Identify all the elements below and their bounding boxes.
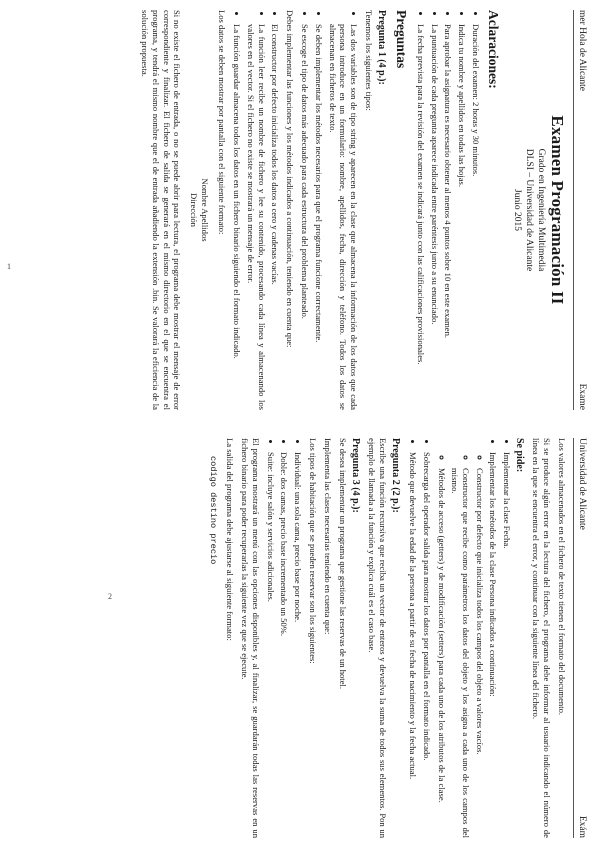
page-number: 1 <box>7 262 11 271</box>
exam-date: Junio 2015 <box>512 189 522 231</box>
question-1-item: • Las dos variables son de tipo string y aparecen en la clase que almacena la información de los datos que cada persona introduce en un formulario: nombre, apellidos, fecha, dirección y teléfono. Todos los datos se almacenan en ficheros de texto. <box>327 24 359 410</box>
question-1-subitem: • La función guardar almacena todos los datos en un fichero binario siguiendo el formato indicado. <box>231 24 242 410</box>
question-3-title: Pregunta 2 (2 p.): <box>390 438 402 513</box>
question-4-closing: La salida del programa debe ajustarse al siguiente formato: <box>225 438 236 641</box>
question-2-intro: Los valores almacenados en el fichero de texto tienen el formato del documento. <box>557 438 567 716</box>
exam-page-2 <box>0 424 600 848</box>
instruction-item: • Para aprobar la asignatura es necesario obtener al menos 4 puntos sobre 10 en este examen. <box>443 24 454 410</box>
question-2-subitem: ◦ Métodos de acceso (getters) y de modificación (setters) para cada uno de los atributos de la clase. <box>436 468 447 838</box>
question-2-intro: Si se produce algún error en la lectura del fichero, el programa debe informar al usuario indicando el número de línea en la que se encuentra el error, y continuar con la siguiente línea del fichero. <box>531 438 553 838</box>
question-4-paragraph: Implementa las clases necesarias teniendo en cuenta que: <box>322 438 333 635</box>
question-1-paragraph: Debes implementar las funciones y los métodos indicados a continuación, teniendo en cuenta que: <box>285 10 296 348</box>
page-number: 2 <box>108 592 112 601</box>
question-2-subitem: ◦ Constructor por defecto que inicializa todos los campos del objeto a valores vacíos. <box>474 468 485 838</box>
question-2-item <box>436 452 498 838</box>
header-university: mer Hola de Alicante <box>577 10 587 91</box>
question-4-list <box>265 438 303 838</box>
question-4-item: • Doble: dos camas, precio base incrementado un 50%. <box>279 452 290 838</box>
question-2-item: • Método que devuelve la edad de la persona a partir de su fecha de nacimiento y la fecha actual. <box>407 452 418 838</box>
question-1-item: • Se deben implementar los métodos necesarios para que el programa funcione correctamente. <box>313 24 324 410</box>
question-1-item: • Se escoge el tipo de datos más adecuado para cada estructura del problema planteado. <box>299 24 310 410</box>
questions-heading: Preguntas <box>394 10 410 69</box>
question-4-text: Se desea implementar un programa que gestione las reservas de un hotel. <box>337 438 348 690</box>
instruction-item: • Duración del examen: 2 horas y 30 minutos. <box>470 24 481 410</box>
question-4-closing: El programa mostrará un menú con las opciones disponibles y, al finalizar, se guardarán todas las reservas en un fichero binario para poder recuperarlas la siguiente vez que se ejecute. <box>240 438 261 838</box>
exam-title: Examen Programación II <box>548 115 567 305</box>
question-1-list <box>299 10 359 410</box>
question-1-closing: Si no existe el fichero de entrada, o no se puede abrir para lectura, el programa debe mostrar el mensaje de error correspondiente y finalizar. El fichero de salida se generará en el mismo directorio en el que se encuentra el programa, y tendrá el mismo nombre que el de entrada añadiendo la extensión .bin. Se valorará la eficiencia de la solución propuesta. <box>140 10 183 410</box>
question-4-item: • Individual: una sola cama, precio base por noche. <box>292 452 303 838</box>
instructions-list <box>415 10 481 410</box>
question-4-item: • Suite: incluye salón y servicios adicionales. <box>265 452 276 838</box>
header-exam: Exám <box>577 815 587 838</box>
question-1-format-block <box>188 10 210 410</box>
question-3-text: Escribe una función recursiva que reciba un vector de enteros y devuelva la suma de todos sus elementos. Pon un ejemplo de llamada a la función y explica cuál es el caso base. <box>367 438 389 838</box>
question-1-format-intro: Los datos se deben mostrar por pantalla con el siguiente formato: <box>217 10 228 235</box>
question-1-title: Pregunta 1 (4 p.): <box>376 10 388 85</box>
question-4-output-format: codigo destino precio <box>208 456 219 565</box>
question-2-sublist <box>436 452 485 838</box>
instruction-item: • La puntuación de cada pregunta aparece indicada entre paréntesis junto a su enunciado. <box>429 24 440 410</box>
question-1-intro: Tenemos los siguientes tipos: <box>364 10 375 111</box>
instruction-item: • Indica tu nombre y apellidos en todas las hojas. <box>456 24 467 410</box>
exam-title-block <box>511 10 567 410</box>
page-header <box>573 438 594 838</box>
header-exam: Exame <box>577 383 587 410</box>
question-2-subitem: ◦ Constructor que recibe como parámetros los datos del objeto y los asigna a cada uno de los campos del mismo. <box>450 468 472 838</box>
page-header <box>573 10 594 410</box>
header-university: Universidad de Alicante <box>577 438 587 530</box>
instructions-heading: Aclaraciones: <box>486 10 501 89</box>
question-1-subitem: • El constructor por defecto inicializa todos los datos a cero y cadenas vacías. <box>270 24 281 410</box>
question-2-list <box>407 438 511 838</box>
question-2-item-text: Implementar los métodos de la clase Persona indicados a continuación: <box>487 452 498 697</box>
question-2-item: • Implementar la clase Fecha. <box>501 452 512 838</box>
format-line: Dirección <box>189 193 200 227</box>
question-2-heading: Se pide: <box>513 438 525 473</box>
question-4-types-intro: Los tipos de habitación que se pueden reservar son los siguientes: <box>308 438 319 664</box>
exam-department: DLSI – Universidad de Alicante <box>524 148 534 272</box>
instruction-item: • La fecha prevista para la revisión del examen se indicará junto con las calificaciones provisionales. <box>415 24 426 410</box>
question-2-item: • Sobrecarga del operador salida para mostrar los datos por pantalla en el formato indicado. <box>421 452 432 838</box>
format-line: Nombre Apellidos <box>200 178 211 242</box>
exam-degree: Grado en Ingeniería Multimedia <box>536 148 546 272</box>
question-4-title: Pregunta 3 (4 p.): <box>349 438 361 513</box>
question-1-sublist <box>231 10 280 410</box>
question-1-subitem: • La función leer recibe un nombre de fichero y lee su contenido, procesando cada línea y almacenando los valores en el vector. Si el fichero no existe se mostrará un mensaje de error. <box>245 24 267 410</box>
